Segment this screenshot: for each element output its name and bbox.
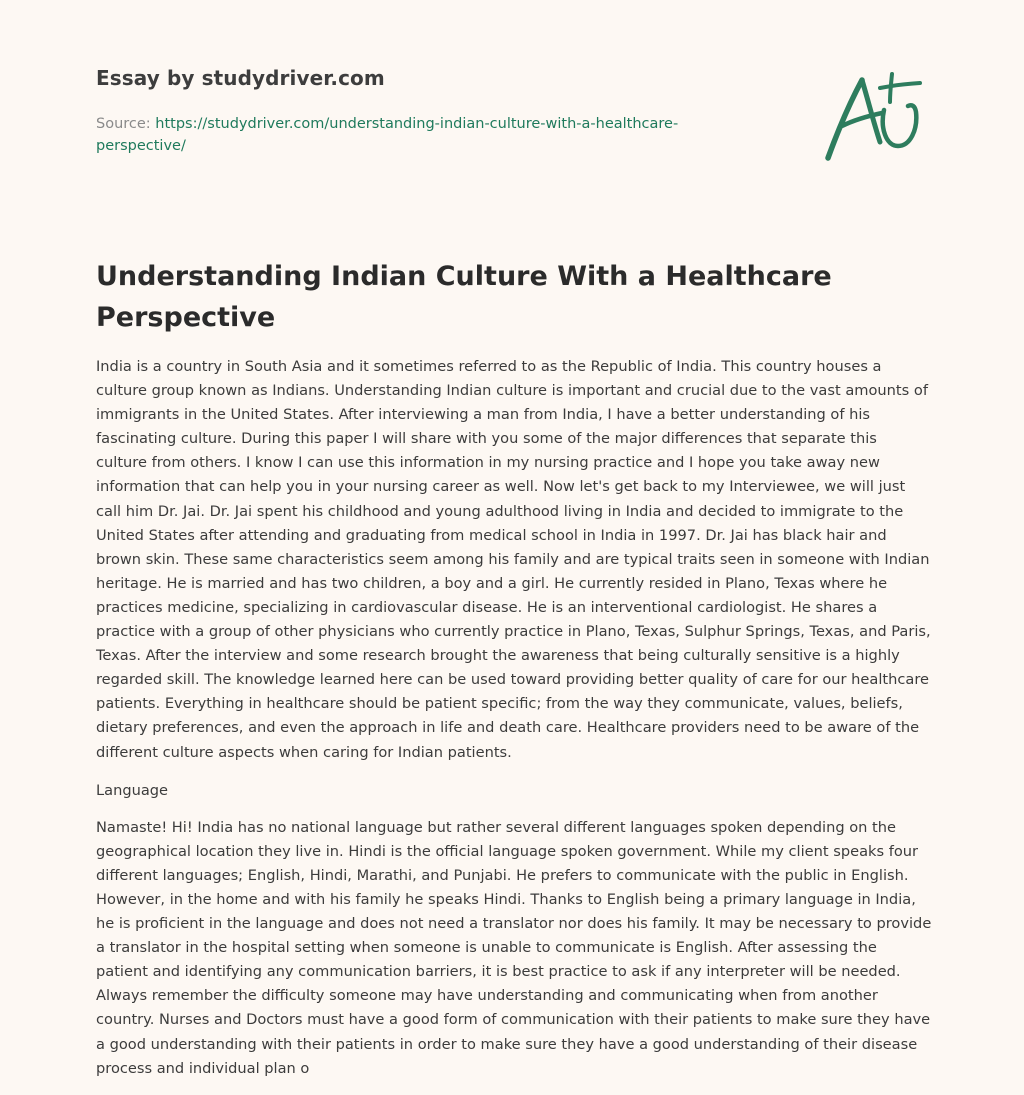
a-plus-logo-icon [824,66,928,166]
section-heading-language: Language [96,781,169,799]
source-line [96,113,736,157]
source-label: Source: [96,116,151,132]
source-link[interactable]: https://studydriver.com/understanding-indian-culture-with-a-healthcare-perspective/ [96,116,679,154]
site-title: Essay by studydriver.com [96,66,385,90]
language-paragraph: Namaste! Hi! India has no national language but rather several different languages spoken depending on the geographical location they live in. Hindi is the official language spoken government. While my client speaks four different languages; English, Hindi, Marathi, and Punjabi. He prefers to communicate with the public in English. However, in the home and with his family he speaks Hindi. Thanks to English being a primary language in India, he is proficient in the language and does not need a translator nor does his family. It may be necessary to provide a translator in the hospital setting when someone is unable to communicate is English. After assessing the patient and identifying any communication barriers, it is best practice to ask if any interpreter will be needed. Always remember the difficulty someone may have understanding and communicating when from another country. Nurses and Doctors must have a good form of communication with their patients to make sure they have a good understanding with their patients in order to make sure they have a good understanding of their disease process and individual plan o [96,818,932,1077]
intro-paragraph: India is a country in South Asia and it sometimes referred to as the Republic of India. This country houses a culture group known as Indians. Understanding Indian culture is important and crucial due to the vast amounts of immigrants in the United States. After interviewing a man from India, I have a better understanding of his fascinating culture. During this paper I will share with you some of the major differences that separate this culture from others. I know I can use this information in my nursing practice and I hope you take away new information that can help you in your nursing career as well. Now let's get back to my Interviewee, we will just call him Dr. Jai. Dr. Jai spent his childhood and young adulthood living in India and decided to immigrate to the United States after attending and graduating from medical school in India in 1997. Dr. Jai has black hair and brown skin. These same characteristics seem among his family and are typical traits seen in someone with Indian heritage. He is married and has two children, a boy and a girl. He currently resided in Plano, Texas where he practices medicine, specializing in cardiovascular disease. He is an interventional cardiologist. He shares a practice with a group of other physicians who currently practice in Plano, Texas, Sulphur Springs, Texas, and Paris, Texas. After the interview and some research brought the awareness that being culturally sensitive is a highly regarded skill. The knowledge learned here can be used toward providing better quality of care for our healthcare patients. Everything in healthcare should be patient specific; from the way they communicate, values, beliefs, dietary preferences, and even the approach in life and death care. Healthcare providers need to be aware of the different culture aspects when caring for Indian patients. [96,358,931,761]
essay-title: Understanding Indian Culture With a Healthcare Perspective [96,261,832,333]
essay-body [96,355,932,1081]
a-plus-logo-graphic [824,66,928,166]
